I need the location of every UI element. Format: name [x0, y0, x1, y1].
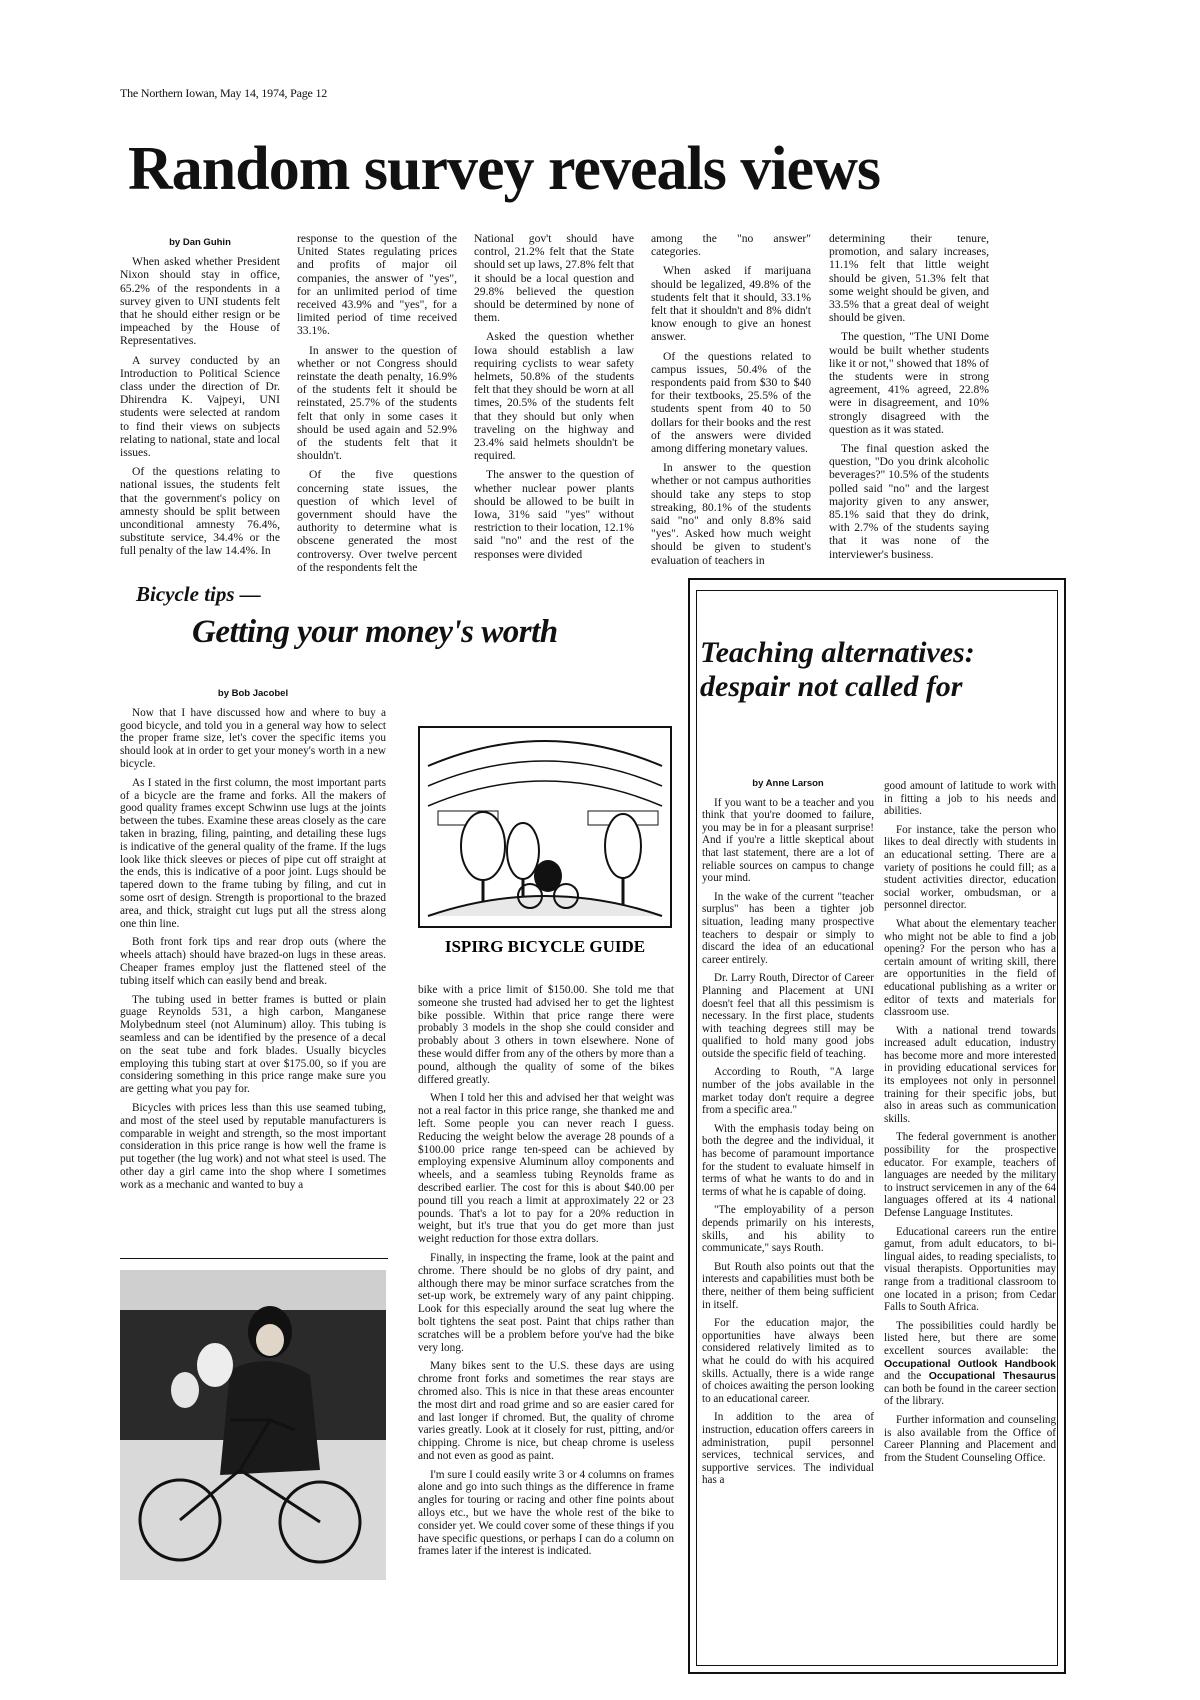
- bicycle-paragraph: Many bikes sent to the U.S. these days are using chrome front forks and sometimes the rear stays are chromed also. This is nice in that these areas encounter the most dirt and road grime and so are easier cared for and last longer if chromed. But, the quality of chrome varies greatly. Look at it closely for rust, pitting, and/or chipping. Chrome is nice, but cheap chrome is useless and not even as good as paint.: [418, 1360, 674, 1462]
- page-folio: The Northern Iowan, May 14, 1974, Page 12: [120, 86, 328, 100]
- survey-paragraph: among the "no answer" categories.: [651, 232, 811, 259]
- bicycle-paragraph: bike with a price limit of $150.00. She told me that someone she trusted had advised her to get the lightest bike possible. Within that price range there were probably 3 models in the shop she could consider and probably about 3 others in town elsewhere. None of these would differ from any of the others by more than a pound, although the quality of some of the bikes differed greatly.: [418, 984, 674, 1086]
- survey-paragraph: Of the questions related to campus issues, 50.4% of the respondents paid from $30 to $40 for their textbooks, 25.5% of the students spent from 40 to 50 dollars for their books and the rest of the answers were divided among differing monetary values.: [651, 349, 811, 456]
- bicycle-paragraph: As I stated in the first column, the most important parts of a bicycle are the frame and forks. All the makers of good quality frames except Schwinn use lugs at the joints between the tubes. Examine these areas closely as the care taken in brazing, filing, painting, and detailing these lugs is indicative of the general quality of the frame. If the lugs look like thick sleeves or pieces of pipe cut off straight at the ends, this is indicative of a poor joint. Lugs should be tapered down to the frame tubing by filing, and cut in some osrt of design. Strength is proportional to the brazed area, and thick, straight cut lugs put all the stress along one thin line.: [120, 776, 386, 930]
- teaching-paragraph: With the emphasis today being on both the degree and the individual, it has become of paramount importance for the student to evaluate himself in terms of what he wants to do and in terms of what he is capable of doing.: [702, 1122, 874, 1198]
- survey-paragraph: Of the questions relating to national issues, the students felt that the government's policy on amnesty should be split between unconditional amnesty 76.4%, substitute service, 34.4% or the full penalty of the law 14.4%. In: [120, 465, 280, 558]
- bicycle-kicker: Bicycle tips —: [136, 582, 261, 606]
- teaching-paragraph: According to Routh, "A large number of the jobs available in the market today don't require a degree from a specific area.": [702, 1066, 874, 1117]
- survey-paragraph: The final question asked the question, "Do you drink alcoholic beverages?" 10.5% of the students polled said "no" and the largest majority given to any answer, 85.1% said that they do drink, with 2.7% of the students saying that it was none of the interviewer's business.: [829, 442, 989, 561]
- teaching-column-1: [702, 778, 874, 1493]
- survey-paragraph: In answer to the question of whether or not Congress should reinstate the death penalty, 16.9% of the students felt it should be reinstated, 25.7% of the students felt that only in some cases it should be used again and 52.9% of the students felt that it shouldn't.: [297, 343, 457, 463]
- teaching-paragraph: The federal government is another possibility for the prospective educator. For example, teachers of languages are needed by the military to instruct servicemen in any of the 64 languages offered at its 4 national Defense Language Institutes.: [884, 1131, 1056, 1219]
- cyclist-photo-image: [120, 1270, 386, 1580]
- teaching-paragraph: But Routh also points out that the interests and capabilities must both be there, neither of them being sufficient in itself.: [702, 1260, 874, 1311]
- teaching-paragraph: [884, 1320, 1056, 1408]
- survey-paragraph: National gov't should have control, 21.2% felt that the State should set up laws, 27.8% felt that it should be a local question and 29.8% believed the question should be determined by none of them.: [474, 232, 634, 325]
- survey-column-3: [474, 232, 634, 567]
- teaching-byline: by Anne Larson: [752, 778, 824, 789]
- survey-column-2: [297, 232, 457, 580]
- survey-byline: by Dan Guhin: [169, 237, 231, 248]
- teaching-headline-line: despair not called for: [700, 670, 963, 703]
- teaching-paragraph: With a national trend towards increased adult education, industry has become more and more interested in providing educational services for its employees not only in personnel training for their specific jobs, but also in areas such as communication skills.: [884, 1024, 1056, 1125]
- teaching-paragraph: Dr. Larry Routh, Director of Career Planning and Placement at UNI doesn't feel that all this pessimism is necessary. In the first place, students with teaching degrees still may be qualified to hold many good jobs outside the specific field of teaching.: [702, 972, 874, 1060]
- teaching-paragraph: In addition to the area of instruction, education offers careers in administration, pupil personnel services, technical services, and supportive services. The individual has a: [702, 1411, 874, 1487]
- cyclist-photo: [120, 1270, 386, 1580]
- survey-column-5: [829, 232, 989, 567]
- teaching-paragraph: Educational careers run the entire gamut, from adult educators, to bi-lingual aides, to reading specialists, to visual therapists. Opportunities may range from a traditional classroom to one located in a prison; from Cedar Falls to South Africa.: [884, 1225, 1056, 1314]
- teaching-text: can both be found in the career section of the library.: [884, 1382, 1056, 1408]
- survey-paragraph: determining their tenure, promotion, and salary increases, 11.1% felt that little weight should be given, 51.3% felt that some weight should be given, and 33.5% that a great deal of weight should be given.: [829, 232, 989, 325]
- bicycle-paragraph: Bicycles with prices less than this use seamed tubing, and most of the steel used by reputable manufacturers is comparable in weight and strength, so the most important consideration in this price range is how well the frame is put together (the lug work) and not what steel is used. The other day a girl came into the shop where I sometimes work as a mechanic and wanted to buy a: [120, 1101, 386, 1191]
- teaching-paragraph: good amount of latitude to work with in fitting a job to his needs and abilities.: [884, 780, 1056, 818]
- teaching-paragraph: What about the elementary teacher who might not be able to find a job opening? For the person who has a certain amount of writing skill, there are opportunities in the field of educational publishing as a writer or editor of texts and materials for classroom use.: [884, 917, 1056, 1019]
- teaching-paragraph: "The employability of a person depends primarily on his interests, skills, and his ability to communicate," says Routh.: [702, 1204, 874, 1255]
- bicycle-paragraph: The tubing used in better frames is butted or plain guage Reynolds 531, a high carbon, Manganese Molybednum steel (not Aluminum) alloy. This tubing is seamless and can be identified by the presence of a decal on the seat tube and fork blades. Usually bicycles employing this tubing start at over $175.00, so if you are considering something in this price range make sure you are getting what you pay for.: [120, 993, 386, 1096]
- photo-rule: [120, 1258, 388, 1259]
- teaching-headline-line: Teaching alternatives:: [700, 636, 975, 669]
- illustration-caption: ISPIRG BICYCLE GUIDE: [444, 937, 646, 956]
- survey-paragraph: When asked whether President Nixon should stay in office, 65.2% of the respondents in a survey given to UNI students felt that he should either resign or be impeached by the House of Representatives.: [120, 255, 280, 348]
- teaching-paragraph: In the wake of the current "teacher surplus" has been a tighter job situation, leading many prospective teachers to despair or simply to discard the idea of an educational career entirely.: [702, 890, 874, 966]
- survey-paragraph: The answer to the question of whether nuclear power plants should be allowed to be built in Iowa, 31% said "yes" without restriction to their location, 12.1% said "no" and the rest of the responses were divided: [474, 468, 634, 561]
- main-headline: Random survey reveals views: [128, 135, 880, 203]
- bicycle-column-2: [418, 984, 674, 1564]
- teaching-paragraph: For instance, take the person who likes to deal directly with students in an educational setting. There are a variety of positions he could fill; as a student activities director, education social worker, ombudsman, or a personnel director.: [884, 823, 1056, 912]
- teaching-paragraph: For the education major, the opportunities have always been considered relatively limited as to what he could do with his acquired skills. Actually, there is a wide range of choices awaiting the person looking to an educational career.: [702, 1317, 874, 1405]
- bicycle-guide-illustration: [418, 726, 672, 966]
- teaching-column-2: [884, 780, 1056, 1470]
- bicycle-paragraph: I'm sure I could easily write 3 or 4 columns on frames alone and go into such things as the difference in frame angles for touring or racing and other fine points about alloys etc., but we have the whole rest of the bike to consider yet. We could cover some of these things if you have specific questions, or perhaps I can do a column on frames later if the interest is indicated.: [418, 1468, 674, 1558]
- survey-paragraph: Asked the question whether Iowa should establish a law requiring cyclists to wear safety helmets, 50.8% of the students felt that they should be worn at all times, 20.5% of the students felt that they should but only when traveling on the highway and 23.4% said helmets shouldn't be required.: [474, 330, 634, 463]
- teaching-paragraph: If you want to be a teacher and you think that you're doomed to failure, you may be in for a pleasant surprise! And if you're a little skeptical about that last statement, there are a lot of reliable sources on campus to change your mind.: [702, 796, 874, 885]
- survey-paragraph: response to the question of the United States regulating prices and profits of major oil companies, the answer of "yes", for an unlimited period of time received 43.9% and "yes", for a limited period of time received 33.1%.: [297, 232, 457, 338]
- survey-paragraph: In answer to the question whether or not campus authorities should take any steps to stop streaking, 80.1% of the students said "no" and only 8.8% said "yes". Asked how much weight should be given to student's evaluation of teachers in: [651, 461, 811, 567]
- bicycle-column-1: [120, 688, 386, 1197]
- survey-column-1: [120, 236, 280, 564]
- survey-paragraph: When asked if marijuana should be legalized, 49.8% of the students felt that it should, 33.1% felt that it shouldn't and 8% didn't know enough to give an honest answer.: [651, 264, 811, 344]
- bicycle-headline: Getting your money's worth: [192, 614, 558, 650]
- survey-paragraph: The question, "The UNI Dome would be built whether students like it or not," showed that 18% of the students were in strong agreement, 41% agreed, 22.8% were in disagreement, and 10% strongly disagreed with the question as it was stated.: [829, 330, 989, 436]
- bicycle-paragraph: Finally, in inspecting the frame, look at the paint and chrome. There should be no globs of dry paint, and although there may be minor surface scratches from the set-up work, be extremely wary of any paint chipping. Look for this especially around the seat lug where the bolt tightens the seat post. Paint that chips rather than scratches will be a problem before you've had the bike very long.: [418, 1251, 674, 1354]
- bicycle-byline: by Bob Jacobel: [217, 688, 289, 699]
- teaching-text: The possibilities could hardly be listed here, but there are some excellent sources available: the: [884, 1319, 1056, 1357]
- survey-column-4: [651, 232, 811, 573]
- handbook-title: Occupational Outlook Handbook: [884, 1357, 1056, 1370]
- bicycle-paragraph: When I told her this and advised her that weight was not a real factor in this price range, she thanked me and left. Some people you can never reach I guess. Reducing the weight below the average 28 pounds of a $100.00 price range ten-speed can be achieved by employing expensive Aluminum alloy components and wheels, and a seamless tubing Reynolds frame as described earlier. The cost for this is about $40.00 per pound till you reach a limit at approximately 22 or 23 pounds. That's a lot to pay for a 20% reduction in weight, but it's true that you do get more than just weight reduction for those extra dollars.: [418, 1092, 674, 1246]
- teaching-paragraph: Further information and counseling is also available from the Office of Career Planning and Placement and from the Student Counseling Office.: [884, 1413, 1056, 1464]
- bicycle-guide-drawing: [418, 726, 672, 966]
- survey-paragraph: A survey conducted by an Introduction to Political Science class under the direction of Dr. Dhirendra K. Vajpeyi, UNI students were selected at random to find their views on subjects relating to national, state and local issues.: [120, 353, 280, 460]
- teaching-headline: [700, 636, 975, 704]
- teaching-text: and the: [884, 1370, 922, 1383]
- bicycle-paragraph: Both front fork tips and rear drop outs (where the wheels attach) should have brazed-on lugs in these areas. Cheaper frames employ just the flattened steel of the tubing itself which can easily bend and break.: [120, 936, 386, 987]
- bicycle-paragraph: Now that I have discussed how and where to buy a good bicycle, and told you in a general way how to select the proper frame size, let's cover the specific items you should look at in order to get your money's worth in a new bicycle.: [120, 706, 386, 770]
- survey-paragraph: Of the five questions concerning state issues, the question of which level of government should have the authority to determine what is obscene generated the most controversy. Over twelve percent of the respondents felt the: [297, 468, 457, 574]
- thesaurus-title: Occupational Thesaurus: [928, 1370, 1056, 1383]
